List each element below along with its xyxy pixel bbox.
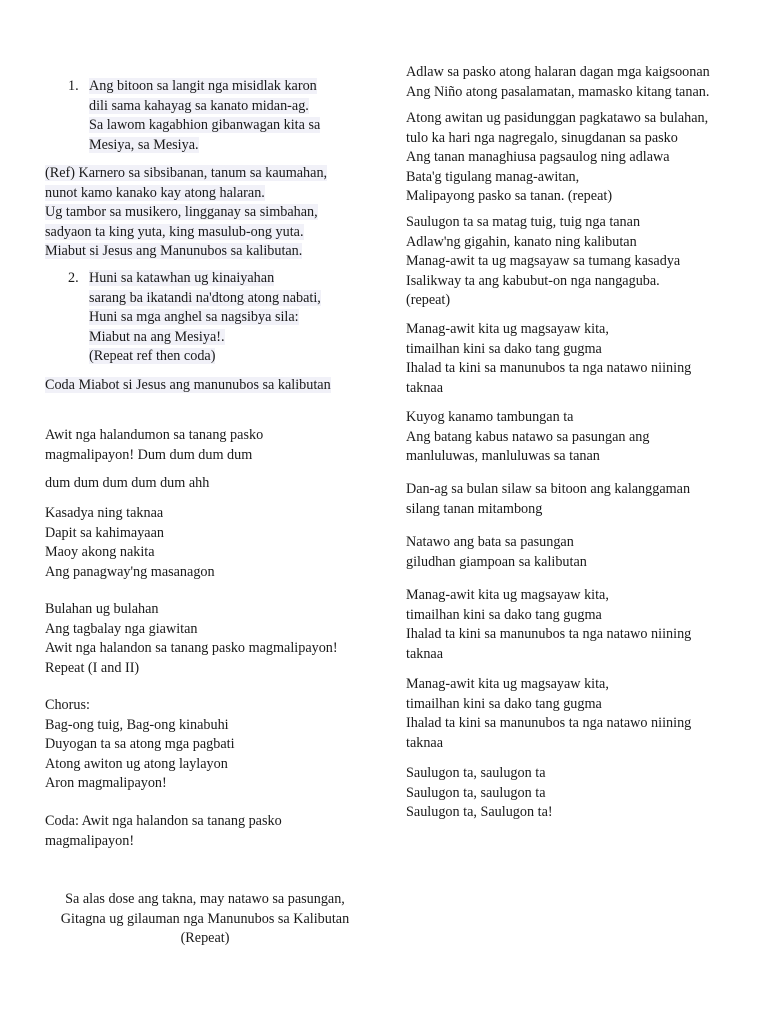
verse-1-number: 1. xyxy=(68,78,79,94)
refrain: (Ref) Karnero sa sibsibanan, tanum sa kaumahan, nunot kamo kanako kay atong halaran. Ug tambor sa musikero, lingganay sa simbahan, sadyaon ta king yuta, king masulub-ong yuta. Miabut si Jesus ang Manunubos sa kalibutan. xyxy=(45,165,328,259)
atong-awitan: Atong awitan ug pasidunggan pagkatawo sa bulahan, tulo ka hari nga nagregalo, sinugdanan sa pasko Ang tanan managhiusa pagsaulog ning adlawa Bata'g tigulang manag-awitan, Malipayong pasko sa tanan. (repeat) xyxy=(406,110,709,204)
danag: Dan-ag sa bulan silaw sa bitoon ang kalanggaman silang tanan mitambong xyxy=(406,481,691,517)
alas-dose: Sa alas dose ang takna, may natawo sa pasungan, Gitagna ug gilauman nga Manunubos sa Kalibutan (Repeat) xyxy=(60,891,350,946)
saulugon: Saulugon ta sa matag tuig, tuig nga tanan Adlaw'ng gigahin, kanato ning kalibutan Manag-awit ta ug magsayaw sa tumang kasadya Isalikway ta ang kabubut-on nga nangaguba. (repeat) xyxy=(406,214,681,308)
dum-line: dum dum dum dum dum ahh xyxy=(45,475,210,491)
verse-2: Huni sa katawhan ug kinaiyahan sarang ba ikatandi na'dtong atong nabati, Huni sa mga anghel sa nagsibya sila: Miabut na ang Mesiya!. (Repeat ref then coda) xyxy=(89,270,321,364)
bulahan: Bulahan ug bulahan Ang tagbalay nga giawitan Awit nga halandon sa tanang pasko magmalipayon! Repeat (I and II) xyxy=(45,601,338,676)
kuyog: Kuyog kanamo tambungan ta Ang batang kabus natawo sa pasungan ang manluluwas, manluluwas sa tanan xyxy=(406,409,650,464)
kasadya: Kasadya ning taknaa Dapit sa kahimayaan Maoy akong nakita Ang panagway'ng masanagon xyxy=(45,505,215,580)
coda-2: Coda: Awit nga halandon sa tanang pasko magmalipayon! xyxy=(45,813,282,849)
coda-1: Coda Miabot si Jesus ang manunubos sa kalibutan xyxy=(45,377,331,393)
natawo: Natawo ang bata sa pasungan giludhan giampoan sa kalibutan xyxy=(406,534,587,570)
chorus: Chorus: Bag-ong tuig, Bag-ong kinabuhi Duyogan ta sa atong mga pagbati Atong awiton ug atong laylayon Aron magmalipayon! xyxy=(45,697,235,791)
verse-1: Ang bitoon sa langit nga misidlak karon dili sama kahayag sa kanato midan-ag. Sa lawom kagabhion gibanwagan kita sa Mesiya, sa Mesiya. xyxy=(89,78,321,153)
saulugon-end: Saulugon ta, saulugon ta Saulugon ta, saulugon ta Saulugon ta, Saulugon ta! xyxy=(406,765,553,820)
verse-2-number: 2. xyxy=(68,270,79,286)
managawit-3: Manag-awit kita ug magsayaw kita, timailhan kini sa dako tang gugma Ihalad ta kini sa manunubos ta nga natawo niining taknaa xyxy=(406,676,692,751)
managawit-2: Manag-awit kita ug magsayaw kita, timailhan kini sa dako tang gugma Ihalad ta kini sa manunubos ta nga natawo niining taknaa xyxy=(406,587,692,662)
adlaw-sa-pasko: Adlaw sa pasko atong halaran dagan mga kaigsoonan Ang Niño atong pasalamatan, mamasko kitang tanan. xyxy=(406,64,710,100)
awit-halandumon: Awit nga halandumon sa tanang pasko magmalipayon! Dum dum dum dum xyxy=(45,427,264,463)
managawit-1: Manag-awit kita ug magsayaw kita, timailhan kini sa dako tang gugma Ihalad ta kini sa manunubos ta nga natawo niining taknaa xyxy=(406,321,692,396)
